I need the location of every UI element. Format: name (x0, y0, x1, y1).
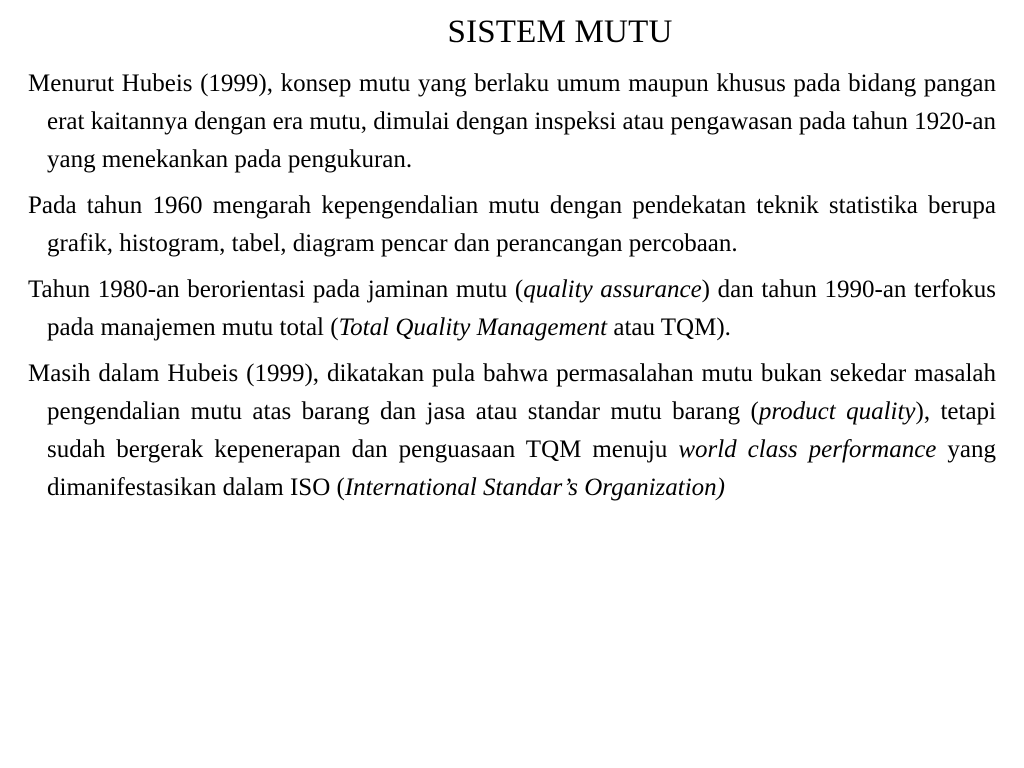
paragraph-3-italic-term: Total Quality Management (338, 314, 608, 341)
paragraph-4-italic-term: world class performance (678, 436, 937, 463)
paragraph-4 (28, 355, 996, 507)
paragraph-3-text: Tahun 1980-an berorientasi pada jaminan mutu ( (28, 276, 524, 303)
paragraph-1 (28, 65, 996, 179)
paragraph-2 (28, 187, 996, 263)
paragraph-2-text: Pada tahun 1960 mengarah kepengendalian mutu dengan pendekatan teknik statistika berupa grafik, histogram, tabel, diagram pencar dan perancangan percobaan. (28, 192, 996, 257)
paragraph-4-text: yang dimanifestasikan dalam ISO ( (47, 436, 996, 501)
paragraph-1-text: Menurut Hubeis (1999), konsep mutu yang berlaku umum maupun khusus pada bidang pangan erat kaitannya dengan era mutu, dimulai dengan inspeksi atau pengawasan pada tahun 1920-an yang menekankan pada pengukuran. (28, 70, 996, 173)
slide-body (28, 65, 996, 515)
paragraph-3-italic-term: quality assurance (523, 276, 702, 303)
paragraph-3-text: atau TQM). (607, 314, 731, 341)
paragraph-4-text: ), tetapi sudah bergerak kepenerapan dan penguasaan TQM menuju (47, 398, 996, 463)
paragraph-3-text: ) dan tahun 1990-an terfokus pada manajemen mutu total ( (47, 276, 996, 341)
slide-title: SISTEM MUTU (447, 14, 673, 50)
paragraph-4-text: Masih dalam Hubeis (1999), dikatakan pula bahwa permasalahan mutu bukan sekedar masalah pengendalian mutu atas barang dan jasa atau standar mutu barang ( (28, 360, 996, 425)
paragraph-3 (28, 271, 996, 347)
paragraph-4-italic-term: product quality (758, 398, 916, 425)
paragraph-4-italic-term: International Standar’s Organization) (344, 474, 725, 501)
